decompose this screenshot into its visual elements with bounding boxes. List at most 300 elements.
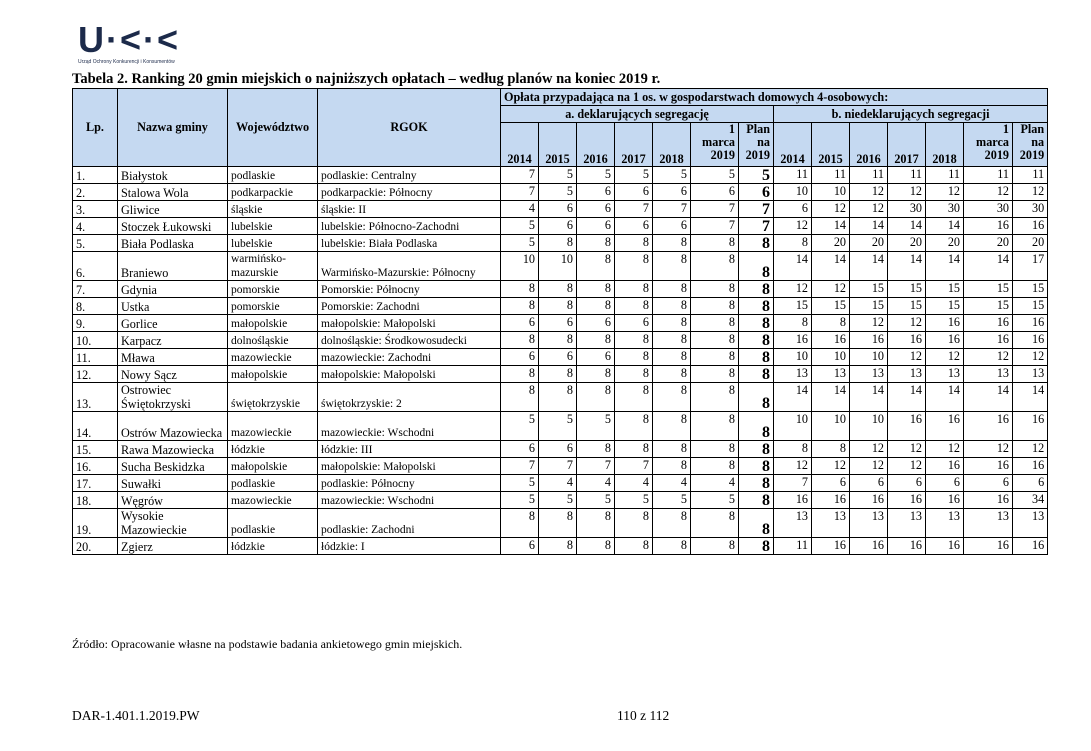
cell-name: Gorlice <box>118 315 228 332</box>
cell-plan-a: 6 <box>739 184 774 201</box>
header-lp: Lp. <box>73 89 118 167</box>
cell-fee-b: 6 <box>774 201 812 218</box>
cell-rgok: podlaskie: Północny <box>318 475 501 492</box>
cell-fee-a: 8 <box>577 298 615 315</box>
cell-fee-b: 10 <box>774 412 812 441</box>
cell-plan-a: 8 <box>739 509 774 538</box>
cell-fee-a: 4 <box>615 475 653 492</box>
cell-lp: 19. <box>73 509 118 538</box>
cell-fee-b: 12 <box>926 184 964 201</box>
source-note: Źródło: Opracowanie własne na podstawie badania ankietowego gmin miejskich. <box>72 637 463 651</box>
table-row <box>73 349 1048 366</box>
march-year: 2019 <box>710 148 735 162</box>
cell-name: Węgrów <box>118 492 228 509</box>
cell-fee-b: 12 <box>850 315 888 332</box>
cell-fee-a: 7 <box>615 201 653 218</box>
cell-rgok: łódzkie: I <box>318 538 501 555</box>
cell-fee-b: 16 <box>812 332 850 349</box>
cell-fee-a: 5 <box>577 492 615 509</box>
cell-fee-b: 13 <box>774 366 812 383</box>
cell-lp: 16. <box>73 458 118 475</box>
cell-fee-b: 12 <box>964 349 1013 366</box>
cell-fee-a: 8 <box>691 315 739 332</box>
cell-fee-a: 6 <box>501 538 539 555</box>
cell-fee-b: 13 <box>812 366 850 383</box>
cell-fee-b: 16 <box>926 412 964 441</box>
cell-rgok: podlaskie: Zachodni <box>318 509 501 538</box>
cell-plan-a: 8 <box>739 349 774 366</box>
header-march-b <box>964 123 1013 167</box>
cell-fee-b: 15 <box>888 281 926 298</box>
cell-fee-b: 12 <box>888 184 926 201</box>
table-row <box>73 201 1048 218</box>
cell-fee-a: 5 <box>615 167 653 184</box>
cell-fee-a: 6 <box>539 441 577 458</box>
cell-fee-b: 12 <box>888 441 926 458</box>
cell-fee-a: 5 <box>501 235 539 252</box>
table-row <box>73 281 1048 298</box>
cell-fee-b: 6 <box>888 475 926 492</box>
table-row <box>73 366 1048 383</box>
cell-fee-b: 14 <box>888 218 926 235</box>
cell-fee-a: 6 <box>691 184 739 201</box>
cell-plan-a: 8 <box>739 458 774 475</box>
cell-fee-a: 8 <box>539 281 577 298</box>
cell-fee-b: 34 <box>1013 492 1048 509</box>
cell-lp: 20. <box>73 538 118 555</box>
header-name: Nazwa gminy <box>118 89 228 167</box>
cell-name: Ustka <box>118 298 228 315</box>
cell-fee-a: 8 <box>501 509 539 538</box>
cell-fee-b: 10 <box>850 349 888 366</box>
cell-fee-a: 8 <box>653 315 691 332</box>
cell-fee-a: 10 <box>539 252 577 281</box>
cell-fee-b: 14 <box>964 252 1013 281</box>
cell-fee-a: 8 <box>653 366 691 383</box>
cell-voivodeship: małopolskie <box>228 458 318 475</box>
cell-fee-b: 14 <box>964 383 1013 412</box>
cell-rgok: podkarpackie: Północny <box>318 184 501 201</box>
cell-fee-a: 6 <box>501 349 539 366</box>
cell-fee-a: 6 <box>501 441 539 458</box>
cell-fee-a: 5 <box>501 475 539 492</box>
cell-name: Sucha Beskidzka <box>118 458 228 475</box>
cell-fee-a: 8 <box>653 298 691 315</box>
cell-name: Ostrowiec Świętokrzyski <box>118 383 228 412</box>
cell-fee-b: 8 <box>774 235 812 252</box>
cell-fee-a: 8 <box>691 458 739 475</box>
cell-plan-a: 7 <box>739 201 774 218</box>
table-row <box>73 332 1048 349</box>
cell-plan-a: 8 <box>739 332 774 349</box>
cell-fee-b: 10 <box>774 184 812 201</box>
cell-fee-a: 7 <box>691 218 739 235</box>
cell-lp: 8. <box>73 298 118 315</box>
cell-fee-a: 8 <box>615 252 653 281</box>
cell-plan-a: 7 <box>739 218 774 235</box>
cell-voivodeship: podkarpackie <box>228 184 318 201</box>
cell-fee-a: 8 <box>577 252 615 281</box>
cell-fee-a: 8 <box>691 383 739 412</box>
cell-name: Suwałki <box>118 475 228 492</box>
cell-fee-b: 14 <box>812 218 850 235</box>
cell-fee-b: 15 <box>850 281 888 298</box>
cell-fee-a: 8 <box>539 235 577 252</box>
cell-fee-a: 5 <box>539 412 577 441</box>
cell-fee-b: 30 <box>926 201 964 218</box>
cell-rgok: małopolskie: Małopolski <box>318 458 501 475</box>
cell-fee-b: 13 <box>774 509 812 538</box>
cell-lp: 6. <box>73 252 118 281</box>
cell-fee-a: 8 <box>653 235 691 252</box>
cell-fee-a: 5 <box>615 492 653 509</box>
cell-fee-b: 15 <box>1013 281 1048 298</box>
cell-fee-b: 7 <box>774 475 812 492</box>
cell-fee-b: 8 <box>812 441 850 458</box>
cell-fee-a: 4 <box>539 475 577 492</box>
cell-name: Gdynia <box>118 281 228 298</box>
cell-fee-a: 7 <box>501 184 539 201</box>
cell-fee-b: 13 <box>888 509 926 538</box>
cell-fee-b: 10 <box>812 412 850 441</box>
cell-fee-b: 14 <box>926 383 964 412</box>
cell-fee-a: 6 <box>577 201 615 218</box>
cell-voivodeship: łódzkie <box>228 441 318 458</box>
cell-fee-a: 8 <box>615 281 653 298</box>
cell-fee-a: 8 <box>501 332 539 349</box>
table-row <box>73 252 1048 281</box>
cell-fee-b: 30 <box>888 201 926 218</box>
cell-fee-b: 16 <box>1013 218 1048 235</box>
cell-fee-a: 6 <box>539 218 577 235</box>
header-year-b-2018: 2018 <box>926 123 964 167</box>
cell-fee-a: 7 <box>691 201 739 218</box>
cell-fee-a: 8 <box>615 349 653 366</box>
cell-fee-a: 5 <box>653 167 691 184</box>
cell-plan-a: 8 <box>739 298 774 315</box>
cell-name: Rawa Mazowiecka <box>118 441 228 458</box>
uokik-logo <box>78 19 181 66</box>
cell-fee-a: 8 <box>691 298 739 315</box>
cell-fee-a: 8 <box>615 298 653 315</box>
cell-fee-b: 16 <box>926 538 964 555</box>
cell-fee-b: 6 <box>926 475 964 492</box>
cell-fee-a: 8 <box>691 509 739 538</box>
logo-mark: U·<·< <box>78 19 181 60</box>
cell-lp: 18. <box>73 492 118 509</box>
cell-lp: 5. <box>73 235 118 252</box>
cell-fee-b: 16 <box>774 332 812 349</box>
cell-fee-b: 6 <box>964 475 1013 492</box>
cell-fee-b: 16 <box>888 538 926 555</box>
cell-fee-a: 6 <box>501 315 539 332</box>
cell-name: Karpacz <box>118 332 228 349</box>
cell-name: Stoczek Łukowski <box>118 218 228 235</box>
cell-lp: 3. <box>73 201 118 218</box>
cell-fee-a: 8 <box>691 366 739 383</box>
cell-fee-b: 6 <box>850 475 888 492</box>
cell-fee-b: 16 <box>964 218 1013 235</box>
cell-lp: 17. <box>73 475 118 492</box>
table-row <box>73 218 1048 235</box>
cell-fee-b: 13 <box>926 366 964 383</box>
cell-fee-a: 6 <box>539 315 577 332</box>
cell-rgok: lubelskie: Północno-Zachodni <box>318 218 501 235</box>
cell-fee-b: 16 <box>964 315 1013 332</box>
cell-fee-b: 14 <box>812 383 850 412</box>
cell-fee-a: 8 <box>691 538 739 555</box>
cell-rgok: mazowieckie: Wschodni <box>318 492 501 509</box>
cell-fee-a: 6 <box>539 201 577 218</box>
cell-name: Biała Podlaska <box>118 235 228 252</box>
cell-fee-a: 8 <box>577 538 615 555</box>
cell-plan-a: 8 <box>739 441 774 458</box>
cell-fee-b: 16 <box>926 332 964 349</box>
cell-fee-b: 13 <box>926 509 964 538</box>
cell-plan-a: 8 <box>739 492 774 509</box>
cell-fee-b: 15 <box>774 298 812 315</box>
cell-voivodeship: podlaskie <box>228 475 318 492</box>
cell-lp: 1. <box>73 167 118 184</box>
cell-fee-b: 14 <box>926 218 964 235</box>
cell-fee-b: 15 <box>1013 298 1048 315</box>
cell-fee-a: 8 <box>691 441 739 458</box>
cell-plan-a: 8 <box>739 366 774 383</box>
cell-fee-b: 30 <box>1013 201 1048 218</box>
cell-fee-b: 13 <box>888 366 926 383</box>
cell-plan-a: 8 <box>739 383 774 412</box>
cell-name: Gliwice <box>118 201 228 218</box>
cell-fee-a: 8 <box>577 366 615 383</box>
header-year-a-2015: 2015 <box>539 123 577 167</box>
cell-fee-b: 12 <box>774 218 812 235</box>
table-row <box>73 509 1048 538</box>
cell-lp: 12. <box>73 366 118 383</box>
cell-fee-a: 8 <box>691 281 739 298</box>
cell-voivodeship: mazowieckie <box>228 492 318 509</box>
cell-fee-b: 12 <box>812 281 850 298</box>
cell-fee-b: 6 <box>812 475 850 492</box>
cell-fee-b: 10 <box>774 349 812 366</box>
cell-fee-b: 12 <box>774 458 812 475</box>
cell-fee-a: 5 <box>653 492 691 509</box>
cell-fee-b: 15 <box>850 298 888 315</box>
cell-fee-b: 14 <box>812 252 850 281</box>
cell-plan-a: 8 <box>739 281 774 298</box>
cell-rgok: śląskie: II <box>318 201 501 218</box>
cell-fee-b: 16 <box>888 492 926 509</box>
cell-fee-a: 8 <box>653 252 691 281</box>
cell-fee-a: 5 <box>539 184 577 201</box>
cell-fee-b: 16 <box>1013 538 1048 555</box>
cell-lp: 7. <box>73 281 118 298</box>
march-year: 2019 <box>984 148 1009 162</box>
cell-fee-b: 13 <box>812 509 850 538</box>
cell-fee-b: 30 <box>964 201 1013 218</box>
cell-fee-a: 6 <box>615 184 653 201</box>
cell-plan-a: 8 <box>739 538 774 555</box>
cell-voivodeship: pomorskie <box>228 281 318 298</box>
cell-fee-b: 11 <box>1013 167 1048 184</box>
cell-plan-a: 8 <box>739 252 774 281</box>
cell-fee-a: 8 <box>615 412 653 441</box>
cell-fee-b: 15 <box>964 281 1013 298</box>
cell-fee-a: 8 <box>653 458 691 475</box>
cell-fee-a: 8 <box>539 298 577 315</box>
cell-fee-b: 16 <box>812 538 850 555</box>
cell-fee-a: 10 <box>501 252 539 281</box>
cell-fee-a: 5 <box>691 492 739 509</box>
cell-fee-a: 5 <box>691 167 739 184</box>
cell-fee-b: 16 <box>850 332 888 349</box>
cell-fee-b: 16 <box>964 538 1013 555</box>
cell-fee-a: 8 <box>615 538 653 555</box>
cell-fee-b: 15 <box>812 298 850 315</box>
cell-fee-b: 20 <box>812 235 850 252</box>
header-march-a <box>691 123 739 167</box>
table-row <box>73 538 1048 555</box>
cell-fee-a: 8 <box>501 366 539 383</box>
cell-fee-b: 13 <box>964 366 1013 383</box>
cell-fee-a: 8 <box>653 349 691 366</box>
cell-fee-a: 4 <box>691 475 739 492</box>
cell-fee-a: 8 <box>539 332 577 349</box>
cell-fee-a: 5 <box>577 412 615 441</box>
plan-year: 2019 <box>1019 148 1045 162</box>
cell-fee-a: 5 <box>501 412 539 441</box>
cell-name: Braniewo <box>118 252 228 281</box>
cell-rgok: mazowieckie: Wschodni <box>318 412 501 441</box>
cell-fee-b: 12 <box>964 441 1013 458</box>
header-plan-a <box>739 123 774 167</box>
march-day: 1 <box>728 122 735 136</box>
cell-fee-b: 16 <box>964 412 1013 441</box>
cell-fee-b: 16 <box>964 332 1013 349</box>
cell-lp: 2. <box>73 184 118 201</box>
cell-voivodeship: małopolskie <box>228 315 318 332</box>
cell-fee-b: 20 <box>850 235 888 252</box>
cell-lp: 13. <box>73 383 118 412</box>
cell-fee-a: 8 <box>615 235 653 252</box>
cell-fee-b: 12 <box>850 441 888 458</box>
cell-fee-a: 8 <box>577 332 615 349</box>
plan-word: Plan <box>746 122 770 136</box>
march-month: marca <box>976 135 1009 149</box>
cell-fee-b: 20 <box>1013 235 1048 252</box>
cell-fee-b: 14 <box>1013 383 1048 412</box>
cell-name: Stalowa Wola <box>118 184 228 201</box>
table-row <box>73 475 1048 492</box>
cell-fee-a: 8 <box>501 298 539 315</box>
cell-lp: 10. <box>73 332 118 349</box>
cell-voivodeship: podlaskie <box>228 167 318 184</box>
cell-fee-a: 7 <box>539 458 577 475</box>
cell-fee-a: 8 <box>539 509 577 538</box>
header-group-a: a. deklarujących segregację <box>501 106 774 123</box>
cell-fee-b: 10 <box>850 412 888 441</box>
cell-fee-a: 8 <box>577 383 615 412</box>
page-number: 110 z 112 <box>617 708 670 723</box>
cell-plan-a: 5 <box>739 167 774 184</box>
march-month: marca <box>702 135 735 149</box>
header-fee: Opłata przypadająca na 1 os. w gospodarstwach domowych 4-osobowych: <box>501 89 1048 106</box>
cell-fee-b: 11 <box>964 167 1013 184</box>
table-row <box>73 167 1048 184</box>
cell-plan-a: 8 <box>739 412 774 441</box>
plan-year: 2019 <box>745 148 770 162</box>
header-year-a-2016: 2016 <box>577 123 615 167</box>
cell-fee-a: 8 <box>615 509 653 538</box>
cell-fee-a: 6 <box>577 349 615 366</box>
cell-rgok: Pomorskie: Zachodni <box>318 298 501 315</box>
cell-rgok: małopolskie: Małopolski <box>318 366 501 383</box>
cell-rgok: małopolskie: Małopolski <box>318 315 501 332</box>
cell-fee-b: 16 <box>812 492 850 509</box>
cell-rgok: świętokrzyskie: 2 <box>318 383 501 412</box>
cell-fee-b: 16 <box>774 492 812 509</box>
cell-fee-a: 8 <box>577 235 615 252</box>
cell-fee-b: 16 <box>888 412 926 441</box>
cell-fee-a: 5 <box>539 492 577 509</box>
table-row <box>73 298 1048 315</box>
cell-fee-b: 12 <box>850 184 888 201</box>
cell-fee-a: 4 <box>501 201 539 218</box>
cell-plan-a: 8 <box>739 475 774 492</box>
cell-fee-a: 6 <box>577 218 615 235</box>
cell-fee-b: 11 <box>774 167 812 184</box>
cell-fee-b: 13 <box>850 366 888 383</box>
cell-fee-b: 16 <box>926 492 964 509</box>
cell-fee-b: 12 <box>964 184 1013 201</box>
cell-fee-a: 7 <box>501 458 539 475</box>
cell-fee-b: 12 <box>1013 349 1048 366</box>
header-voivodeship: Województwo <box>228 89 318 167</box>
cell-fee-a: 8 <box>577 441 615 458</box>
cell-fee-a: 6 <box>539 349 577 366</box>
cell-fee-a: 6 <box>615 315 653 332</box>
cell-fee-a: 7 <box>615 458 653 475</box>
cell-voivodeship: pomorskie <box>228 298 318 315</box>
table-title: Tabela 2. Ranking 20 gmin miejskich o najniższych opłatach – według planów na koniec 2019 r. <box>72 71 661 87</box>
cell-lp: 15. <box>73 441 118 458</box>
header-plan-b <box>1013 123 1048 167</box>
cell-fee-b: 12 <box>850 458 888 475</box>
table-row <box>73 383 1048 412</box>
cell-fee-a: 6 <box>615 218 653 235</box>
table-row <box>73 412 1048 441</box>
cell-fee-b: 11 <box>888 167 926 184</box>
cell-fee-b: 16 <box>1013 315 1048 332</box>
cell-fee-b: 12 <box>926 441 964 458</box>
cell-fee-a: 8 <box>653 332 691 349</box>
cell-rgok: łódzkie: III <box>318 441 501 458</box>
cell-lp: 9. <box>73 315 118 332</box>
cell-fee-a: 8 <box>501 281 539 298</box>
header-group-b: b. niedeklarujących segregacji <box>774 106 1048 123</box>
cell-fee-b: 12 <box>812 458 850 475</box>
cell-fee-a: 8 <box>691 412 739 441</box>
cell-fee-a: 5 <box>539 167 577 184</box>
cell-name: Białystok <box>118 167 228 184</box>
cell-rgok: Pomorskie: Północny <box>318 281 501 298</box>
cell-fee-b: 11 <box>850 167 888 184</box>
cell-fee-a: 8 <box>653 509 691 538</box>
cell-fee-b: 16 <box>964 492 1013 509</box>
cell-fee-b: 12 <box>1013 441 1048 458</box>
cell-voivodeship: lubelskie <box>228 218 318 235</box>
cell-fee-b: 12 <box>888 315 926 332</box>
cell-fee-b: 14 <box>926 252 964 281</box>
